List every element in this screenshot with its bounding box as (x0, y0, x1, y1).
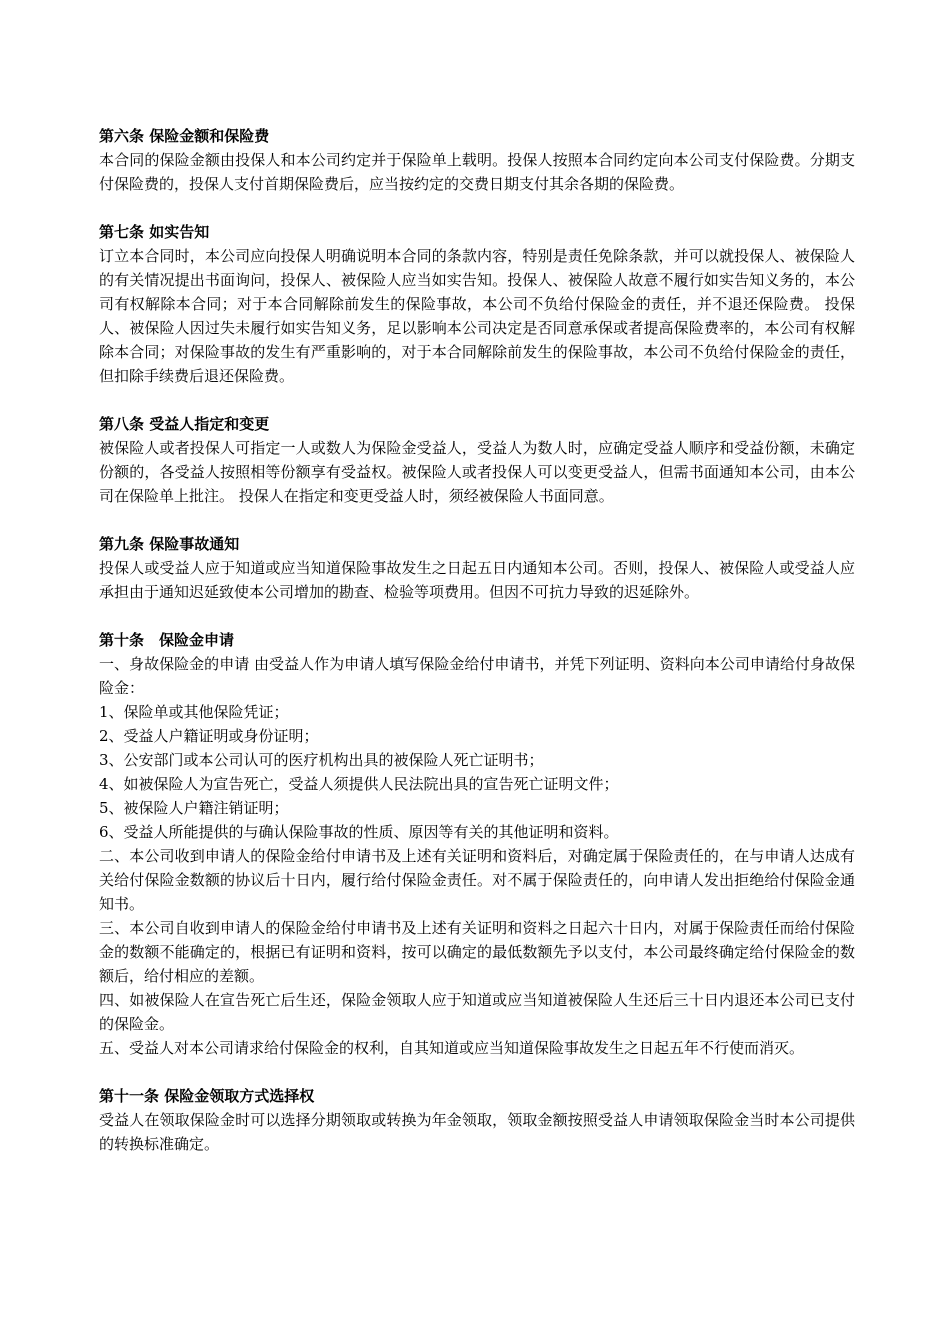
list-item: 2、受益人户籍证明或身份证明； (99, 727, 319, 745)
list-item: 3、公安部门或本公司认可的医疗机构出具的被保险人死亡证明书； (99, 751, 544, 769)
article-paragraph: 一、身故保险金的申请 由受益人作为申请人填写保险金给付申请书，并凭下列证明、资料向本公司申请给付身故保险金： (99, 655, 855, 697)
article-heading: 第九条 保险事故通知 (99, 535, 240, 553)
article-11 (99, 1084, 855, 1156)
article-paragraph: 投保人或受益人应于知道或应当知道保险事故发生之日起五日内通知本公司。否则，投保人、被保险人或受益人应承担由于通知迟延致使本公司增加的勘查、检验等项费用。但因不可抗力导致的迟延除外。 (99, 559, 855, 601)
article-paragraph: 二、本公司收到申请人的保险金给付申请书及上述有关证明和资料后，对确定属于保险责任的，在与申请人达成有关给付保险金数额的协议后十日内，履行给付保险金责任。对不属于保险责任的，向申请人发出拒绝给付保险金通知书。 (99, 847, 855, 913)
article-heading: 第八条 受益人指定和变更 (99, 415, 270, 433)
article-paragraph: 五、受益人对本公司请求给付保险金的权利，自其知道或应当知道保险事故发生之日起五年不行使而消灭。 (99, 1039, 805, 1057)
article-6 (99, 124, 855, 196)
article-9 (99, 532, 855, 604)
article-heading: 第十条 保险金申请 (99, 631, 235, 649)
article-paragraph: 三、本公司自收到申请人的保险金给付申请书及上述有关证明和资料之日起六十日内，对属于保险责任而给付保险金的数额不能确定的，根据已有证明和资料，按可以确定的最低数额先予以支付，本公司最终确定给付保险金的数额后，给付相应的差额。 (99, 919, 855, 985)
list-item: 6、受益人所能提供的与确认保险事故的性质、原因等有关的其他证明和资料。 (99, 823, 619, 841)
article-8 (99, 412, 855, 508)
article-paragraph: 本合同的保险金额由投保人和本公司约定并于保险单上载明。投保人按照本合同约定向本公司支付保险费。分期支付保险费的，投保人支付首期保险费后，应当按约定的交费日期支付其余各期的保险费。 (99, 151, 855, 193)
list-item: 5、被保险人户籍注销证明； (99, 799, 289, 817)
list-item: 4、如被保险人为宣告死亡，受益人须提供人民法院出具的宣告死亡证明文件； (99, 775, 619, 793)
article-paragraph: 四、如被保险人在宣告死亡后生还，保险金领取人应于知道或应当知道被保险人生还后三十日内退还本公司已支付的保险金。 (99, 991, 855, 1033)
article-paragraph: 订立本合同时，本公司应向投保人明确说明本合同的条款内容，特别是责任免除条款，并可以就投保人、被保险人的有关情况提出书面询问，投保人、被保险人应当如实告知。投保人、被保险人故意不履行如实告知义务的，本公司有权解除本合同；对于本合同解除前发生的保险事故，本公司不负给付保险金的责任，并不退还保险费。 投保人、被保险人因过失未履行如实告知义务，足以影响本公司决定是否同意承保或者提高保险费率的，本公司有权解除本合同；对保险事故的发生有严重影响的，对于本合同解除前发生的保险事故，本公司不负给付保险金的责任，但扣除手续费后退还保险费。 (99, 247, 855, 385)
article-heading: 第十一条 保险金领取方式选择权 (99, 1087, 315, 1105)
article-10 (99, 628, 855, 1060)
article-paragraph: 受益人在领取保险金时可以选择分期领取或转换为年金领取，领取金额按照受益人申请领取保险金当时本公司提供的转换标准确定。 (99, 1111, 855, 1153)
article-paragraph: 被保险人或者投保人可指定一人或数人为保险金受益人，受益人为数人时，应确定受益人顺序和受益份额，未确定份额的，各受益人按照相等份额享有受益权。被保险人或者投保人可以变更受益人，但需书面通知本公司，由本公司在保险单上批注。 投保人在指定和变更受益人时，须经被保险人书面同意。 (99, 439, 855, 505)
article-7 (99, 220, 855, 388)
article-heading: 第七条 如实告知 (99, 223, 210, 241)
document-page (99, 124, 855, 1180)
list-item: 1、保险单或其他保险凭证； (99, 703, 289, 721)
article-heading: 第六条 保险金额和保险费 (99, 127, 270, 145)
